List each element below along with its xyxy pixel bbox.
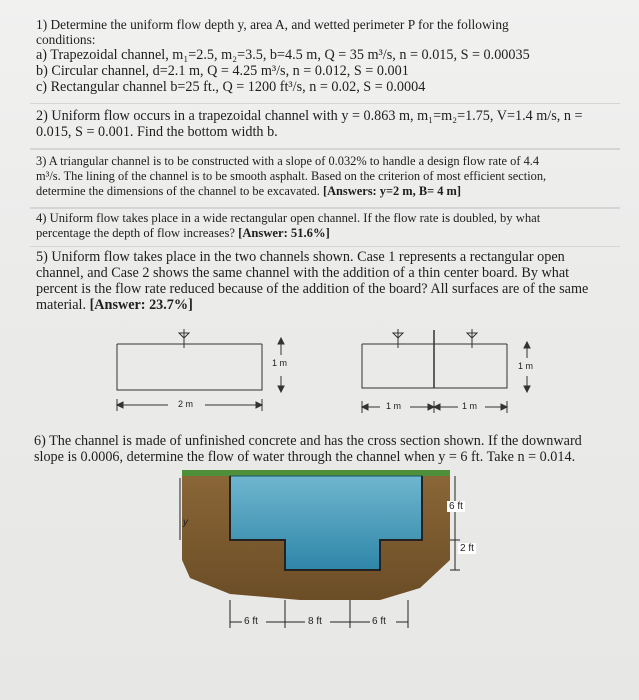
problem-3-answer: [Answers: y=2 m, B= 4 m] bbox=[322, 184, 461, 198]
problem-5-line2: channel, and Case 2 shows the same channel with the addition of a thin center board. By what bbox=[36, 265, 570, 281]
problem-5-line4: material. bbox=[36, 297, 87, 313]
depth-y-label: y bbox=[183, 517, 188, 528]
problem-3-line1: 3) A triangular channel is to be constructed with a slope of 0.032% to handle a design flow rate of 4.4 bbox=[36, 154, 540, 168]
bottom-right-width-label: 6 ft bbox=[372, 616, 386, 627]
problem-2-line1: 2) Uniform flow occurs in a trapezoidal channel with y = 0.863 m, m₁=m₂=1.75, V=1.4 m/s, n = bbox=[36, 108, 583, 124]
case2-half-width-a: 1 m bbox=[386, 401, 402, 411]
problem-4-answer: [Answer: 51.6%] bbox=[238, 226, 330, 240]
bottom-left-width-label: 6 ft bbox=[244, 616, 258, 627]
case2-half-width-b: 1 m bbox=[462, 401, 478, 411]
problem-5-line1: 5) Uniform flow takes place in the two channels shown. Case 1 represents a rectangular open bbox=[36, 249, 565, 265]
case1-depth-label: 1 m bbox=[272, 358, 288, 368]
step-depth-label: 6 ft bbox=[449, 501, 463, 512]
problem-5-line3: percent is the flow rate reduced because of the addition of the board? All surfaces are of the same bbox=[36, 281, 589, 297]
problem-1-heading-cont: conditions: bbox=[36, 32, 96, 47]
problem-2-line2: 0.015, S = 0.001. Find the bottom width b. bbox=[36, 124, 278, 140]
problem-1-heading: 1) Determine the uniform flow depth y, area A, and wetted perimeter P for the following bbox=[36, 17, 509, 32]
problem-4-line2: percentage the depth of flow increases? bbox=[36, 226, 235, 240]
grass-strip bbox=[182, 470, 450, 476]
problem-4-line1: 4) Uniform flow takes place in a wide rectangular open channel. If the flow rate is doubled, by what bbox=[36, 211, 541, 225]
problem-1c: c) Rectangular channel b=25 ft., Q = 1200 ft³/s, n = 0.02, S = 0.0004 bbox=[36, 79, 426, 95]
problem-6-line1: 6) The channel is made of unfinished concrete and has the cross section shown. If the downward bbox=[34, 433, 582, 449]
bottom-middle-width-label: 8 ft bbox=[308, 616, 322, 627]
problem-3-line3: determine the dimensions of the channel to be excavated. bbox=[36, 184, 320, 198]
case1-width-label: 2 m bbox=[178, 399, 194, 409]
problem-6-line2: slope is 0.0006, determine the flow of water through the channel when y = 6 ft. Take n = 0.014. bbox=[34, 449, 576, 465]
case2-depth-label: 1 m bbox=[518, 361, 534, 371]
problem-1b: b) Circular channel, d=2.1 m, Q = 4.25 m³/s, n = 0.012, S = 0.001 bbox=[36, 63, 409, 79]
problem-3-line2: m³/s. The lining of the channel is to be smooth asphalt. Based on the criterion of most efficient section, bbox=[36, 169, 547, 183]
problem-1a: a) Trapezoidal channel, m₁=2.5, m₂=3.5, b=4.5 m, Q = 35 m³/s, n = 0.015, S = 0.00035 bbox=[36, 47, 530, 63]
problem-5-answer: [Answer: 23.7%] bbox=[89, 297, 193, 313]
bottom-depth-label: 2 ft bbox=[460, 543, 474, 554]
